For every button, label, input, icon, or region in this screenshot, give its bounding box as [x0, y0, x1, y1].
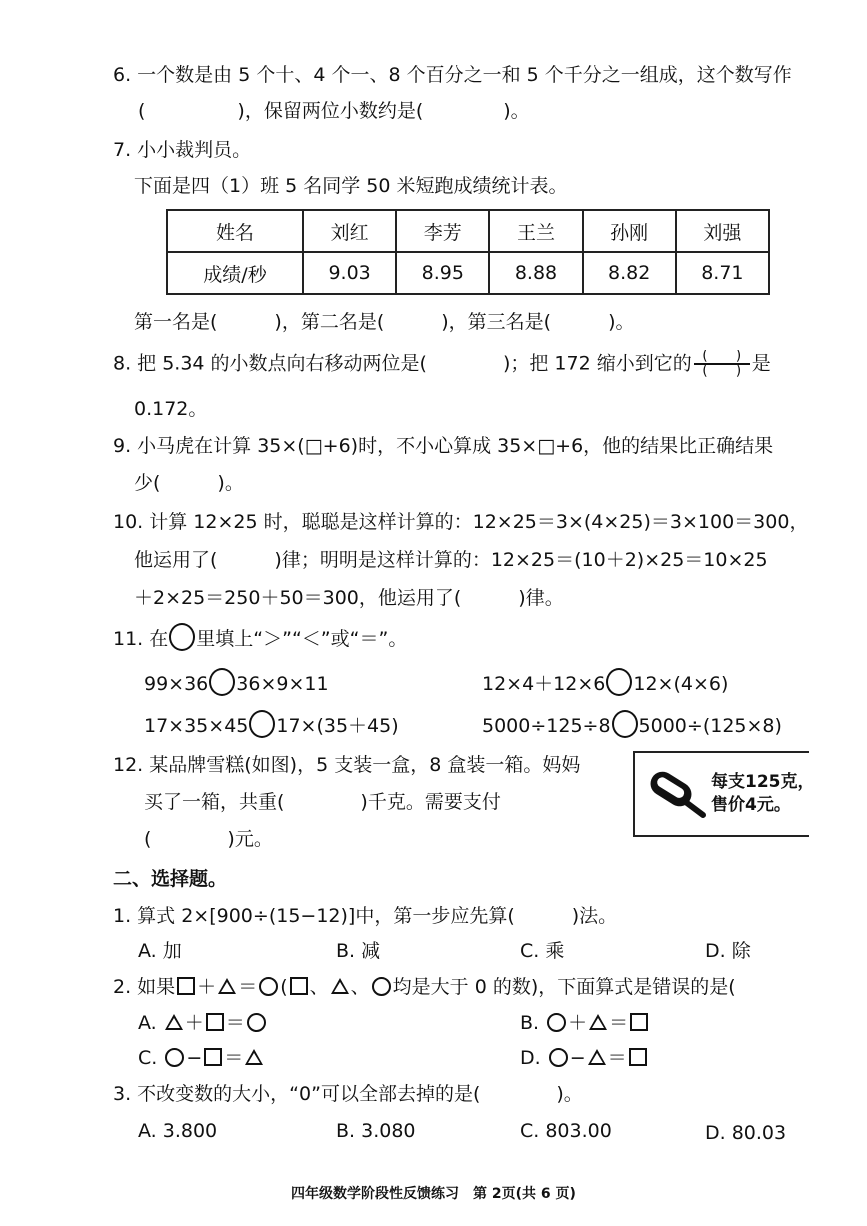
table-cell: 8.95 — [396, 252, 489, 294]
c1-stem: 1. 算式 2×[900÷(15−12)]中，第一步应先算( )法。 — [113, 905, 618, 927]
square-icon — [630, 1013, 648, 1031]
triangle-icon — [218, 978, 236, 994]
compare-circle[interactable] — [209, 668, 235, 696]
q11-item-right: 5000÷(125×8) — [638, 715, 782, 737]
q12-line2: 买了一箱，共重( )千克。需要支付 — [144, 791, 501, 813]
q11-item-2 — [482, 668, 728, 697]
compare-circle[interactable] — [612, 710, 638, 738]
option-label: C. — [138, 1047, 158, 1069]
table-cell: 8.71 — [676, 252, 769, 294]
q6-paren-open: ( — [138, 100, 146, 122]
q9-line2: 少( )。 — [134, 472, 244, 494]
square-icon — [177, 977, 195, 995]
triangle-icon — [331, 978, 349, 994]
c3-option-d[interactable]: D. 80.03 — [705, 1122, 787, 1144]
table-cell: 8.88 — [489, 252, 582, 294]
section2-title: 二、选择题。 — [113, 868, 228, 890]
ice-cream-info-box — [633, 751, 815, 837]
table-cell: 成绩/秒 — [167, 252, 303, 294]
c3-stem: 3. 不改变数的大小，“0”可以全部去掉的是( )。 — [113, 1083, 583, 1105]
c2-stem-b: ( — [280, 976, 288, 998]
q6-end: )。 — [503, 100, 530, 122]
blank-circle-icon — [169, 623, 195, 651]
q11-item-right: 12×(4×6) — [633, 673, 729, 695]
q7-answer: 第一名是( )，第二名是( )，第三名是( )。 — [134, 311, 635, 333]
square-icon — [204, 1048, 222, 1066]
ice-cream-info-text — [711, 771, 815, 817]
c1-option-b[interactable]: B. 减 — [336, 940, 381, 962]
c3-option-b[interactable]: B. 3.080 — [336, 1120, 416, 1142]
q11-title — [113, 623, 407, 652]
table-cell: 孙刚 — [583, 210, 676, 252]
q11-item-1 — [144, 668, 329, 697]
q11-title-a: 11. 在 — [113, 628, 169, 650]
table-row-scores — [167, 252, 769, 294]
square-icon — [290, 977, 308, 995]
q6-mid: )，保留两位小数约是( — [237, 100, 424, 122]
square-icon — [206, 1013, 224, 1031]
q8-part1: 8. 把 5.34 的小数点向右移动两位是( )；把 172 缩小到它的 — [113, 352, 692, 375]
q11-item-left: 12×4＋12×6 — [482, 673, 606, 695]
square-icon — [629, 1048, 647, 1066]
page-footer: 四年级数学阶段性反馈练习 第 2页(共 6 页) — [291, 1186, 576, 1202]
q6-line2 — [138, 98, 530, 124]
c1-option-a[interactable]: A. 加 — [138, 940, 182, 962]
c2-stem-c: 均是大于 0 的数)，下面算式是错误的是( — [392, 976, 736, 998]
c2-option-c[interactable]: C. − ＝ — [138, 1045, 265, 1071]
c3-option-a[interactable]: A. 3.800 — [138, 1120, 218, 1142]
q10-line2: 他运用了( )律；明明是这样计算的：12×25＝(10＋2)×25＝10×25 — [134, 549, 768, 571]
q12-line1: 12. 某品牌雪糕(如图)，5 支装一盒，8 盒装一箱。妈妈 — [113, 754, 581, 776]
q8-line2: 0.172。 — [134, 398, 208, 420]
c3-option-c[interactable]: C. 803.00 — [520, 1120, 612, 1142]
score-table — [166, 209, 770, 295]
q12-line3: ( )元。 — [144, 828, 273, 850]
triangle-icon — [165, 1014, 183, 1030]
price-weight-line: 每支125克， — [711, 772, 815, 792]
option-label: A. — [138, 1012, 157, 1034]
triangle-icon — [245, 1049, 263, 1065]
circle-icon — [259, 977, 278, 996]
q8-fraction — [694, 350, 750, 378]
circle-icon — [549, 1048, 568, 1067]
q11-title-b: 里填上“＞”“＜”或“＝”。 — [196, 628, 408, 650]
option-label: B. — [520, 1012, 540, 1034]
q8-part2: 是 — [751, 352, 771, 375]
c2-option-b[interactable]: B. ＋ ＝ — [520, 1010, 650, 1036]
circle-icon — [372, 977, 391, 996]
q6-line1: 6. 一个数是由 5 个十、4 个一、8 个百分之一和 5 个千分之一组成，这个数写作 — [113, 64, 792, 86]
triangle-icon — [588, 1049, 606, 1065]
table-cell: 9.03 — [303, 252, 396, 294]
compare-circle[interactable] — [249, 710, 275, 738]
compare-circle[interactable] — [606, 668, 632, 696]
q8-numerator: ( ) — [702, 350, 742, 364]
c2-option-d[interactable]: D. − ＝ — [520, 1045, 649, 1071]
q11-item-3 — [144, 710, 399, 739]
q10-line3: ＋2×25＝250＋50＝300，他运用了( )律。 — [134, 587, 564, 609]
table-cell: 姓名 — [167, 210, 303, 252]
c2-stem: 2. 如果 ＋ ＝ ( 、 、 均是大于 0 的数)，下面算式是错误的是( — [113, 976, 736, 998]
price-line: 售价4元。 — [711, 795, 791, 815]
c1-option-c[interactable]: C. 乘 — [520, 940, 565, 962]
table-cell: 刘红 — [303, 210, 396, 252]
q10-line1: 10. 计算 12×25 时，聪聪是这样计算的：12×25＝3×(4×25)＝3×100＝300， — [113, 511, 809, 533]
q9-line1: 9. 小马虎在计算 35×(□+6)时，不小心算成 35×□+6，他的结果比正确结果 — [113, 435, 774, 457]
q11-item-left: 5000÷125÷8 — [482, 715, 611, 737]
q11-item-right: 17×(35＋45) — [276, 715, 399, 737]
table-row-header — [167, 210, 769, 252]
q11-item-4 — [482, 710, 782, 739]
c2-stem-a: 2. 如果 — [113, 976, 176, 998]
q8-denominator: ( ) — [702, 363, 742, 378]
table-cell: 8.82 — [583, 252, 676, 294]
circle-icon — [165, 1048, 184, 1067]
q11-item-right: 36×9×11 — [236, 673, 329, 695]
triangle-icon — [589, 1014, 607, 1030]
circle-icon — [247, 1013, 266, 1032]
q11-item-left: 17×35×45 — [144, 715, 249, 737]
c2-option-a[interactable]: A. ＋ ＝ — [138, 1010, 268, 1036]
option-label: D. — [520, 1047, 541, 1069]
table-cell: 李芳 — [396, 210, 489, 252]
q11-item-left: 99×36 — [144, 673, 209, 695]
q7-intro: 下面是四（1）班 5 名同学 50 米短跑成绩统计表。 — [134, 175, 568, 197]
ice-cream-icon — [645, 767, 709, 821]
c1-option-d[interactable]: D. 除 — [705, 940, 751, 962]
q7-title: 7. 小小裁判员。 — [113, 139, 252, 161]
circle-icon — [547, 1013, 566, 1032]
table-cell: 刘强 — [676, 210, 769, 252]
q8-line1 — [113, 350, 867, 378]
table-cell: 王兰 — [489, 210, 582, 252]
